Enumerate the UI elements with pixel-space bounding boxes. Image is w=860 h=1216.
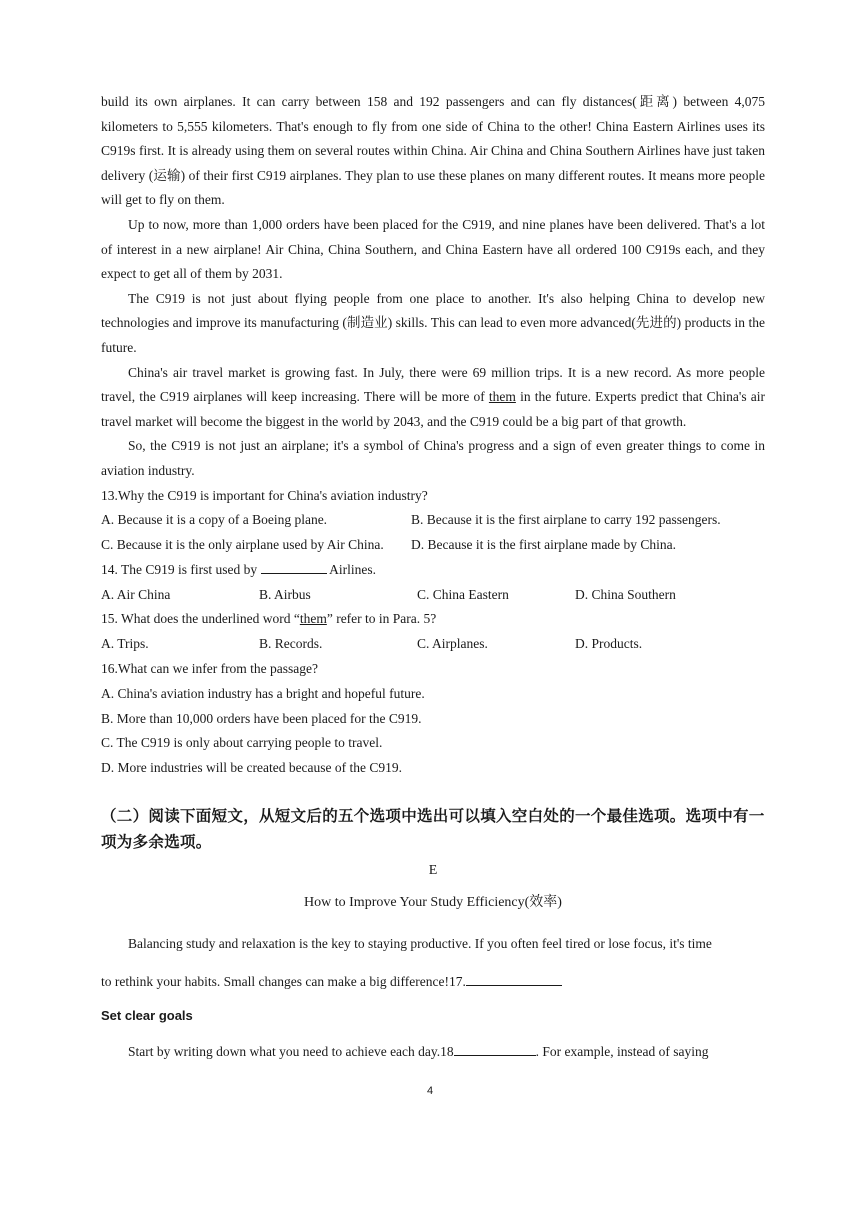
question-16-option-c: C. The C919 is only about carrying people to travel. — [101, 735, 383, 751]
paragraph-2-text-before: Start by writing down what you need to achieve each day.18 — [128, 1044, 454, 1060]
question-15-stem-after: ” refer to in Para. 5? — [326, 611, 437, 627]
passage-paragraph-2: Up to now, more than 1,000 orders have been placed for the C919, and nine planes have been delivered. That's a lot of interest in a new airplane! Air China, China Southern, and China Eastern have all ordered 100 C919s each, and they expect to get all of them by 2031. — [101, 216, 765, 282]
passage-paragraph-5: So, the C919 is not just an airplane; it's a symbol of China's progress and a sign of even greater things to come in aviation industry. — [101, 438, 765, 478]
question-15-options — [101, 632, 765, 657]
passage-e-paragraph-1-line-1: Balancing study and relaxation is the key to staying productive. If you often feel tired or lose focus, it's time — [128, 936, 712, 952]
page-number: 4 — [426, 1085, 434, 1097]
question-14-option-d: D. China Southern — [575, 586, 676, 602]
subheading-set-clear-goals: Set clear goals — [101, 1008, 193, 1024]
question-13-options-row-1 — [101, 508, 765, 533]
question-14-blank — [261, 560, 327, 574]
passage-title: How to Improve Your Study Efficiency(效率) — [304, 895, 562, 911]
question-15-stem — [101, 607, 765, 632]
question-13-option-c: C. Because it is the only airplane used by Air China. — [101, 537, 384, 553]
question-14-stem — [101, 558, 765, 583]
blank-17 — [466, 972, 562, 986]
question-13-stem: 13.Why the C919 is important for China's aviation industry? — [101, 487, 428, 503]
question-16-option-b: B. More than 10,000 orders have been placed for the C919. — [101, 710, 422, 726]
question-15-stem-before: 15. What does the underlined word “ — [101, 611, 300, 627]
paragraph-1-text: to rethink your habits. Small changes can make a big difference!17. — [101, 974, 466, 990]
paragraph-4-text-after: in the future. Experts predict that China's air travel market will become the biggest in the world by 2043, and the C919 could be a big part of that growth. — [101, 389, 765, 429]
paragraph-2-text-after: . For example, instead of saying — [535, 1044, 709, 1060]
passage-paragraph-4 — [101, 361, 765, 435]
passage-letter: E — [428, 863, 438, 879]
passage-paragraph-3: The C919 is not just about flying people from one place to another. It's also helping China to develop new technologies and improve its manufacturing (制造业) skills. This can lead to even more advanced(先进的) products in the future. — [101, 290, 765, 355]
question-15-option-c: C. Airplanes. — [417, 636, 488, 652]
question-16-stem: 16.What can we infer from the passage? — [101, 661, 319, 677]
paragraph-4-text-before: China's air travel market is growing fast. In July, there were 69 million trips. It is a new record. As more people travel, the C919 airplanes will keep increasing. There will be more of — [101, 364, 765, 405]
question-16-option-a: A. China's aviation industry has a bright and hopeful future. — [101, 685, 425, 701]
passage-e-paragraph-2 — [101, 1035, 765, 1069]
question-14-stem-after: Airlines. — [326, 561, 376, 577]
question-13-option-d: D. Because it is the first airplane made by China. — [411, 537, 677, 553]
question-15-stem-word: them — [299, 611, 327, 627]
question-15-option-a: A. Trips. — [101, 636, 149, 652]
question-15-option-b: B. Records. — [259, 636, 323, 652]
question-14-option-c: C. China Eastern — [417, 586, 509, 602]
page-content — [101, 90, 765, 1069]
question-13-option-b: B. Because it is the first airplane to carry 192 passengers. — [411, 512, 721, 528]
question-14-option-b: B. Airbus — [259, 586, 311, 602]
question-13-option-a: A. Because it is a copy of a Boeing plane. — [101, 512, 328, 528]
blank-18 — [454, 1042, 536, 1056]
passage-e-paragraph-1-line-2 — [101, 965, 765, 999]
question-14-stem-before: 14. The C919 is first used by — [101, 561, 261, 577]
passage-paragraph-1: build its own airplanes. It can carry between 158 and 192 passengers and can fly distances(距离) between 4,075 kilometers to 5,555 kilometers. That's enough to fly from one side of China to the other! China Eastern Airlines uses its C919s first. It is already using them on several routes within China. Air China and China Southern Airlines have just taken delivery (运输) of their first C919 airplanes. They plan to use these planes on many different routes. It means more people will get to fly on them. — [101, 94, 765, 208]
question-14-option-a: A. Air China — [101, 586, 171, 602]
question-16-option-d: D. More industries will be created because of the C919. — [101, 760, 403, 776]
section-2-heading: （二）阅读下面短文，从短文后的五个选项中选出可以填入空白处的一个最佳选项。选项中有一项为多余选项。 — [101, 807, 765, 852]
question-15-option-d: D. Products. — [575, 636, 643, 652]
underlined-word-them: them — [488, 389, 516, 405]
question-14-options — [101, 583, 765, 608]
question-13-options-row-2 — [101, 533, 765, 558]
